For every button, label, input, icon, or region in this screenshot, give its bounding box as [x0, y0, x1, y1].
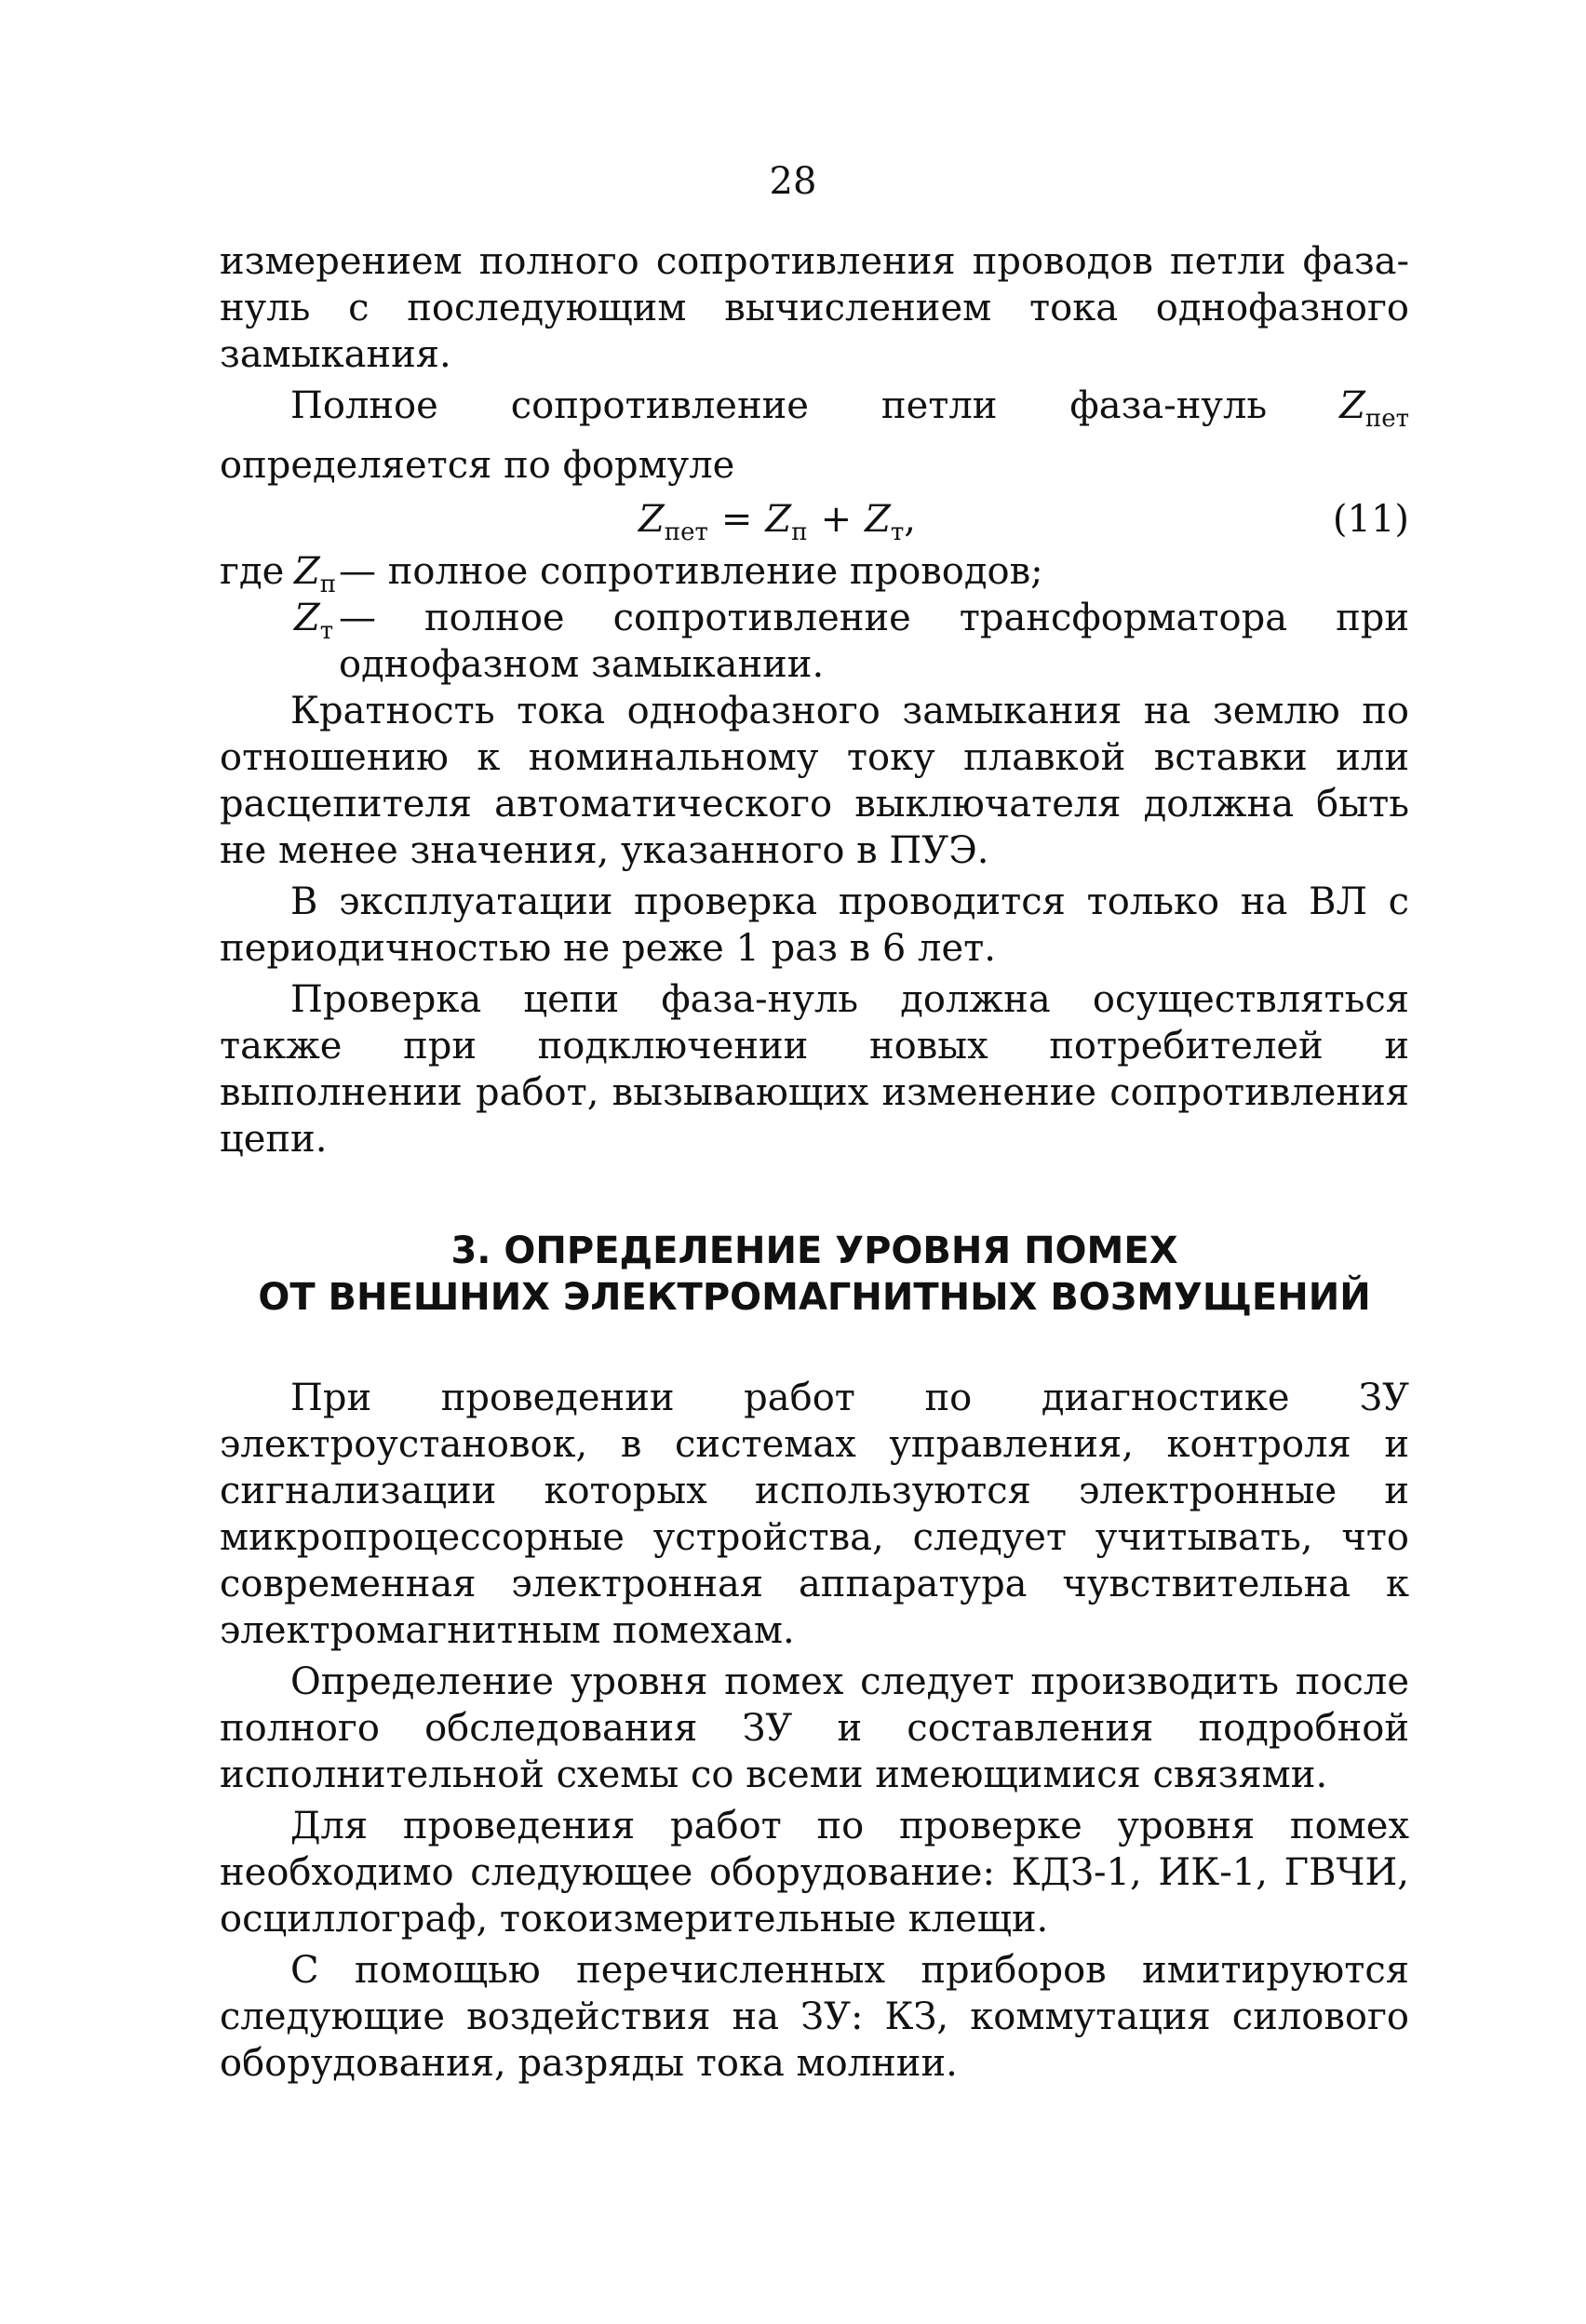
formula-equals: =	[720, 498, 753, 541]
formula-term2: Z	[865, 498, 891, 541]
formula-number: (11)	[1332, 498, 1409, 541]
formula-lhs-subscript: пет	[664, 518, 708, 546]
heading-line-2: ОТ ВНЕШНИХ ЭЛЕКТРОМАГНИТНЫХ ВОЗМУЩЕНИЙ	[258, 1276, 1371, 1319]
page-number: 28	[769, 160, 817, 203]
where-item-wires	[220, 548, 1409, 598]
paragraph-noise-level: Определение уровня помех следует производить после полного обследования ЗУ и составления подробной исполнительной схемы со всеми имеющимися связями.	[220, 1660, 1409, 1796]
formula-11	[638, 496, 916, 546]
formula-comma: ,	[904, 498, 916, 541]
where-symbol	[294, 595, 333, 654]
where-description: — полное сопротивление трансформатора при однофазном замыкании.	[339, 597, 1409, 686]
symbol-subscript: п	[319, 571, 337, 598]
symbol-subscript: т	[319, 617, 334, 645]
where-description: — полное сопротивление проводов;	[339, 550, 1043, 593]
paragraph-equipment: Для проведения работ по проверке уровня помех необходимо следующее оборудование: КДЗ-1, ИК-1, ГВЧИ, осциллограф, токоизмерительные клещи.	[220, 1805, 1409, 1941]
paragraph-simulation: С помощью перечисленных приборов имитируются следующие воздействия на ЗУ: КЗ, коммутация силового оборудования, разряды тока молнии.	[220, 1949, 1409, 2085]
page-body	[220, 238, 1409, 2087]
formula-plus: +	[820, 498, 853, 541]
paragraph-fault-ratio: Кратность тока однофазного замыкания на землю по отношению к номинальному току плавкой вставки или расцепителя автоматического выключателя должна быть не менее значения, указанного в ПУЭ.	[220, 690, 1409, 872]
paragraph-continuation: измерением полного сопротивления проводов петли фаза-нуль с последующим вычислением тока однофазного замыкания.	[220, 240, 1409, 376]
paragraph-text: Полное сопротивление петли фаза-нуль	[290, 384, 1340, 427]
paragraph-text: определяется по формуле	[220, 444, 735, 487]
paragraph-periodicity: В эксплуатации проверка проводится только на ВЛ с периодичностью не реже 1 раз в 6 лет.	[220, 880, 1409, 970]
paragraph-loop-impedance	[220, 383, 1409, 489]
where-item-transformer	[220, 595, 1409, 688]
formula-term2-subscript: т	[890, 518, 905, 546]
paragraph-diagnostics: При проведении работ по диагностике ЗУ электроустановок, в системах управления, контроля и сигнализации которых используются электронные и микропроцессорные устройства, следует учитывать, что современная электронная аппаратура чувствительна к электромагнитным помехам.	[220, 1377, 1409, 1652]
formula-term1-subscript: п	[791, 518, 808, 546]
where-label: где	[220, 550, 285, 593]
symbol-letter: Z	[1339, 384, 1365, 427]
impedance-symbol	[1339, 384, 1409, 433]
symbol-subscript: пет	[1364, 405, 1409, 433]
section-heading	[220, 1228, 1409, 1321]
symbol-letter: Z	[294, 550, 320, 593]
formula-row	[220, 492, 1409, 548]
paragraph-new-consumers: Проверка цепи фаза-нуль должна осуществляться также при подключении новых потребителей и выполнении работ, вызывающих изменение сопротивления цепи.	[220, 978, 1409, 1161]
heading-line-1: 3. ОПРЕДЕЛЕНИЕ УРОВНЯ ПОМЕХ	[450, 1229, 1178, 1272]
symbol-letter: Z	[294, 597, 320, 639]
formula-term1: Z	[765, 498, 792, 541]
formula-lhs: Z	[638, 498, 665, 541]
